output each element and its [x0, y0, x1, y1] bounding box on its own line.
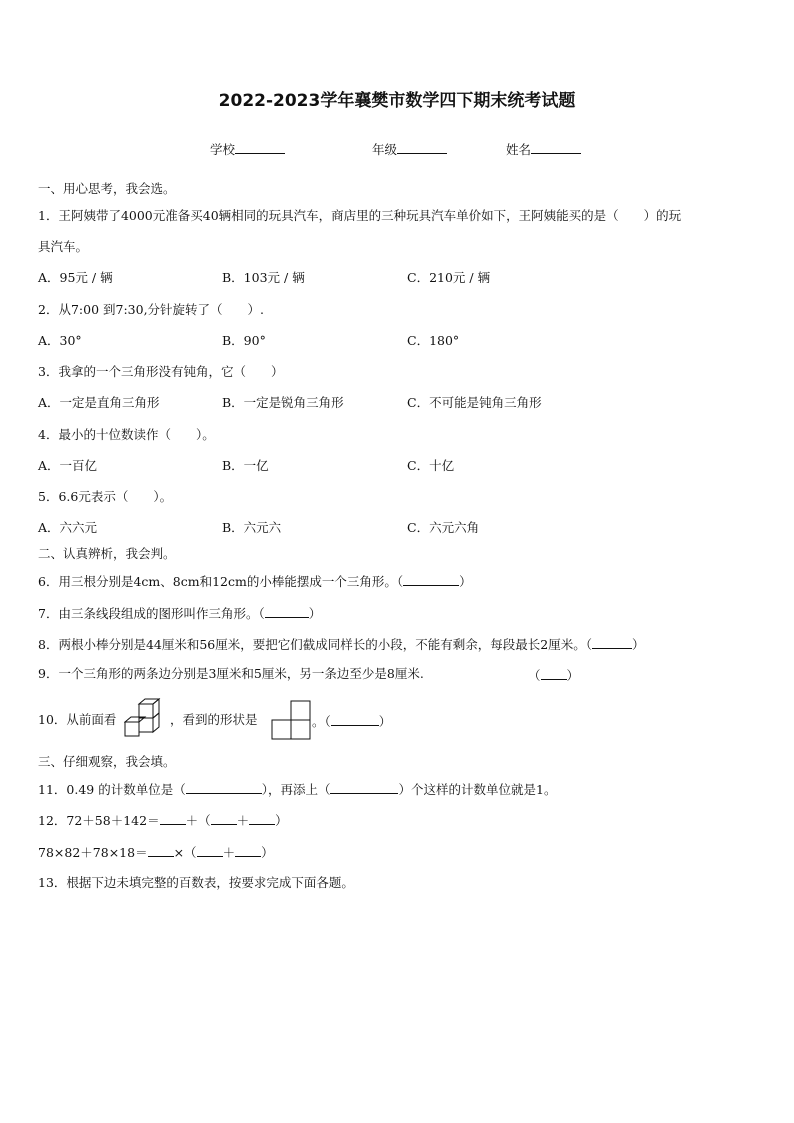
- q4-option-c[interactable]: C．十亿: [407, 458, 455, 473]
- q3-option-b[interactable]: B．一定是锐角三角形: [222, 395, 344, 410]
- name-field: [506, 140, 581, 158]
- q10-end: ）: [378, 714, 392, 729]
- q5-option-c[interactable]: C．六元六角: [407, 520, 480, 535]
- q9-answer: [528, 666, 579, 684]
- q10-answer-blank[interactable]: [331, 712, 379, 726]
- cube-stack-figure: [124, 698, 162, 738]
- q4-option-a[interactable]: A．一百亿: [38, 458, 98, 473]
- q11-line: [38, 780, 556, 798]
- q4-line: 4．最小的十位数读作（ ）。: [38, 427, 215, 442]
- q8-answer-blank[interactable]: [592, 635, 632, 649]
- grade-label: 年级: [372, 142, 398, 157]
- section1-heading: 一、用心思考，我会选。: [38, 181, 176, 196]
- q2-option-c[interactable]: C．180°: [407, 333, 460, 348]
- q7-line: [38, 604, 321, 622]
- q1-option-a[interactable]: A．95元 / 辆: [38, 270, 113, 285]
- q9-answer-blank[interactable]: [541, 666, 567, 680]
- section3-heading: 三、仔细观察，我会填。: [38, 754, 176, 769]
- q7-end: ）: [308, 606, 322, 621]
- q5-option-a[interactable]: A．六六元: [38, 520, 98, 535]
- q6-answer-blank[interactable]: [403, 572, 459, 586]
- q8-line: [38, 635, 645, 653]
- q12-blank-3[interactable]: [249, 811, 275, 825]
- grade-blank[interactable]: [397, 140, 447, 154]
- grade-field: [372, 140, 447, 158]
- q3-option-a[interactable]: A．一定是直角三角形: [38, 395, 160, 410]
- q7-answer-blank[interactable]: [265, 604, 309, 618]
- name-label: 姓名: [506, 142, 532, 157]
- q12-b3: ＋: [222, 845, 236, 860]
- q4-option-b[interactable]: B．一亿: [222, 458, 269, 473]
- q12-blank-6[interactable]: [235, 843, 261, 857]
- q12-a4: ）: [275, 813, 288, 828]
- q12-b2: ×（: [173, 845, 197, 860]
- q6-end: ）: [459, 574, 472, 589]
- page-title: 2022-2023学年襄樊市数学四下期末统考试题: [218, 91, 576, 111]
- section2-heading: 二、认真辨析，我会判。: [38, 546, 176, 561]
- q6-text: 6．用三根分别是4cm、8cm和12cm的小棒能摆成一个三角形。（: [38, 574, 404, 589]
- q11-part-c: ）个这样的计数单位就是1。: [398, 782, 557, 797]
- q8-end: ）: [631, 637, 645, 652]
- school-field: [210, 140, 285, 158]
- q7-text: 7．由三条线段组成的图形叫作三角形。（: [38, 606, 265, 621]
- q3-option-c[interactable]: C．不可能是钝角三角形: [407, 395, 542, 410]
- q12-line2: [38, 843, 274, 861]
- q10-after-group: [312, 712, 391, 730]
- q12-a2: ＋（: [185, 813, 211, 828]
- q1-line2: 具汽车。: [38, 239, 89, 254]
- q12-blank-5[interactable]: [197, 843, 223, 857]
- q10-after: 。（: [312, 714, 331, 729]
- q9-end: ）: [566, 668, 580, 683]
- q9-text: 9．一个三角形的两条边分别是3厘米和5厘米，另一条边至少是8厘米.: [38, 666, 424, 681]
- q9-open: （: [528, 668, 541, 683]
- q12-b4: ）: [261, 845, 274, 860]
- q1-line1: 1．王阿姨带了4000元准备买40辆相同的玩具汽车，商店里的三种玩具汽车单价如下，王阿姨能买的是（ ）的玩: [38, 208, 682, 223]
- q1-option-b[interactable]: B．103元 / 辆: [222, 270, 305, 285]
- q5-line: 5．6.6元表示（ ）。: [38, 489, 173, 504]
- school-blank[interactable]: [235, 140, 285, 154]
- front-view-figure: [270, 700, 312, 740]
- q11-blank-2[interactable]: [330, 780, 398, 794]
- q2-option-b[interactable]: B．90°: [222, 333, 266, 348]
- q12-b1: 78×82＋78×18＝: [38, 845, 148, 860]
- q1-option-c[interactable]: C．210元 / 辆: [407, 270, 491, 285]
- q2-option-a[interactable]: A．30°: [38, 333, 82, 348]
- name-blank[interactable]: [531, 140, 581, 154]
- q11-part-a: 11．0.49 的计数单位是（: [38, 782, 186, 797]
- q10-middle: ，看到的形状是: [170, 712, 258, 727]
- q12-blank-2[interactable]: [211, 811, 237, 825]
- q12-blank-1[interactable]: [160, 811, 186, 825]
- q3-line: 3．我拿的一个三角形没有钝角，它（ ）: [38, 364, 284, 379]
- q11-blank-1[interactable]: [186, 780, 262, 794]
- q5-option-b[interactable]: B．六元六: [222, 520, 282, 535]
- q6-line: [38, 572, 472, 590]
- q2-line: 2．从7:00 到7:30,分针旋转了（ ）.: [38, 302, 265, 317]
- q10-before: 10．从前面看: [38, 712, 117, 727]
- q9-line: [38, 666, 424, 682]
- q8-text: 8．两根小棒分别是44厘米和56厘米，要把它们截成同样长的小段，不能有剩余，每段最长2厘米。（: [38, 637, 592, 652]
- q12-a3: ＋: [236, 813, 250, 828]
- q11-part-b: ），再添上（: [261, 782, 331, 797]
- school-label: 学校: [210, 142, 236, 157]
- q12-blank-4[interactable]: [148, 843, 174, 857]
- q12-a1: 12．72＋58＋142＝: [38, 813, 160, 828]
- q12-line1: [38, 811, 288, 829]
- q13-line: 13．根据下边未填完整的百数表，按要求完成下面各题。: [38, 875, 354, 890]
